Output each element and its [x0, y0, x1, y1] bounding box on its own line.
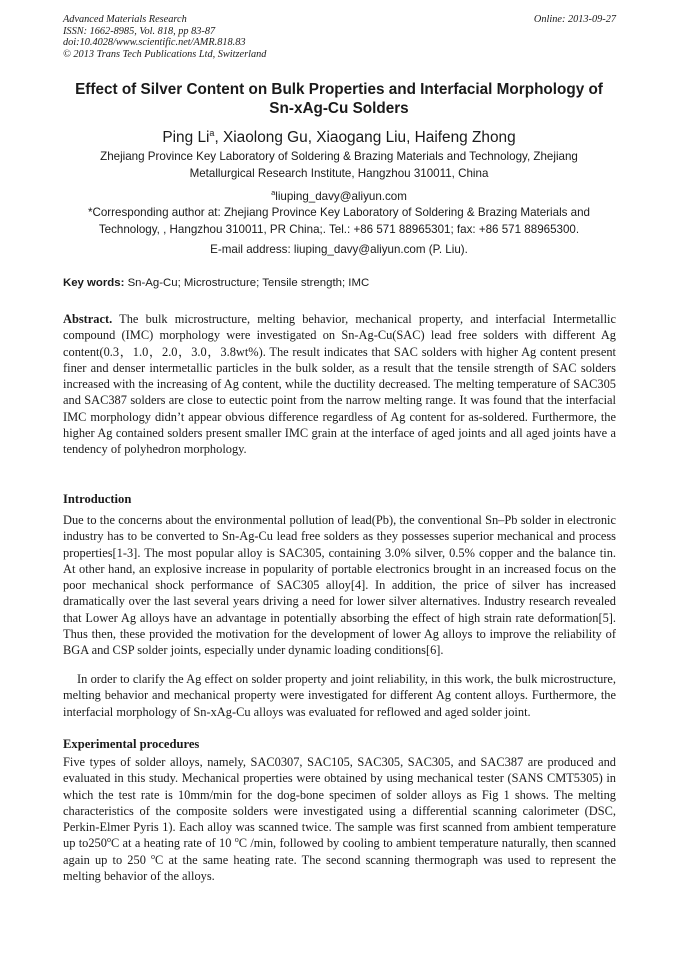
affiliation-line-2: Metallurgical Research Institute, Hangzhou 310011, China: [189, 166, 489, 180]
doi-line: doi:10.4028/www.scientific.net/AMR.818.83: [63, 37, 246, 49]
exp-text-c: C /min, followed by cooling to ambient temperature naturally, then scanned again up to 250: [63, 836, 617, 867]
affiliation: [60, 149, 618, 182]
title-line-1: Effect of Silver Content on Bulk Properties and Interfacial Morphology of: [75, 81, 603, 98]
corresponding-line-2: Technology, , Hangzhou 310011, PR China;. Tel.: +86 571 88965301; fax: +86 571 88965300.: [98, 222, 580, 236]
journal-header: [63, 14, 616, 60]
affiliation-line-1: Zhejiang Province Key Laboratory of Soldering & Brazing Materials and Technology, Zhejiang: [100, 150, 578, 163]
corresponding-author: [62, 205, 616, 238]
email-address-line: E-mail address: liuping_davy@aliyun.com (P. Liu).: [210, 243, 468, 256]
intro-paragraph-1: Due to the concerns about the environmental pollution of lead(Pb), the conventional Sn–Pb solder in electronic industry has to be converted to Sn-Ag-Cu lead free solders as they possesses superior mechanical and process properties[1-3]. The most popular alloy is SAC305, containing 3.0% silver, 0.5% copper and the balance tin. At other hand, an explosive increase in popularity of portable electronics brought in an increased focus on the poor mechanical shock performance of SAC305 alloy[4]. In addition, the price of silver has increased dramatically over the last several years driving a need for lower silver alternatives. Industry research revealed that Lower Ag alloys have an advantage in potentially absorbing the effect of high strain rate deformation[5]. Thus then, these provided the motivation for the development of lower Ag alloys to improve the reliability of BGA and CSP solder joints, especially under dynamic loading conditions[6].: [63, 513, 616, 658]
corresponding-line-1: *Corresponding author at: Zhejiang Province Key Laboratory of Soldering & Brazing Materials and: [87, 206, 591, 219]
paper-title: [40, 80, 638, 118]
exp-text-d: C at the same heating rate. The second scanning thermograph was used to represent the melting behavior of the alloys.: [63, 852, 616, 884]
title-line-2: Sn-xAg-Cu Solders: [269, 100, 409, 117]
email-mark: a: [271, 188, 276, 197]
abstract: [63, 311, 616, 458]
degree-mark: o: [106, 835, 111, 845]
other-authors: , Xiaolong Gu, Xiaogang Liu, Haifeng Zhong: [214, 129, 516, 147]
author-email: [40, 185, 638, 204]
exp-text-b: C at a heating rate of 10: [110, 836, 235, 851]
introduction-heading: Introduction: [63, 492, 132, 506]
author-list: [40, 123, 638, 148]
journal-name: Advanced Materials Research: [63, 14, 187, 25]
email-text: liuping_davy@aliyun.com: [275, 189, 407, 203]
keywords: [63, 275, 616, 291]
intro-paragraph-2: In order to clarify the Ag effect on solder property and joint reliability, in this work, the bulk microstructure, melting behavior and mechanical property were investigated for different Ag content alloys. Furthermore, the interfacial morphology of Sn-xAg-Cu alloys was evaluated for reflowed and aged solder joint.: [63, 672, 616, 719]
abstract-text: The bulk microstructure, melting behavior, mechanical property, and interfacial Intermetallic compound (IMC) morphology were investigated on Sn-Ag-Cu(SAC) lead free solders with different Ag content(0.3，1.0，2.0，3.0，3.8wt%). The result indicates that SAC solders with higher Ag content present finer and denser intermetallic particles in the bulk solder, as a result that the tensile strength of SAC solders increased with the increasing of Ag content, while the ductility decreased. The melting temperature of SAC305 and SAC387 solders are close to eutectic point from the narrow melting range. It was found that the interfacial IMC morphology didn’t appear obvious difference regardless of Ag content for as-soldered. Furthermore, the higher Ag contained solders present smaller IMC grain at the interface of aged joints and all aged joints have a tendency of polyhedron morphology.: [63, 312, 616, 457]
experimental-heading: Experimental procedures: [63, 737, 200, 751]
copyright-line: © 2013 Trans Tech Publications Ltd, Switzerland: [63, 48, 267, 60]
experimental-paragraph: [63, 754, 616, 884]
issn-line: ISSN: 1662-8985, Vol. 818, pp 83-87: [63, 25, 216, 37]
abstract-label: Abstract.: [63, 312, 113, 326]
exp-text-a: Five types of solder alloys, namely, SAC0307, SAC105, SAC305, SAC305, and SAC387 are produced and evaluated in this study. Mechanical properties were obtained by using mechanical tester (SANS CMT5305) in which the test rate is 10mm/min for the dog-bone specimen of solder alloys as Fig 1 shows. The melting characteristics of the composite solders were investigated using a differential scanning calorimeter (DSC, Perkin-Elmer Pyris 1). Each alloy was scanned twice. The sample was first scanned from ambient temperature up to250: [63, 755, 616, 851]
online-date: Online: 2013-09-27: [533, 14, 616, 25]
first-author: Ping Li: [162, 129, 210, 147]
keywords-label: Key words:: [63, 277, 125, 289]
degree-mark: o: [151, 851, 156, 861]
degree-mark: o: [234, 835, 239, 845]
keywords-text: Sn-Ag-Cu; Microstructure; Tensile strength; IMC: [127, 277, 370, 289]
author-affiliation-mark: a: [209, 128, 215, 138]
